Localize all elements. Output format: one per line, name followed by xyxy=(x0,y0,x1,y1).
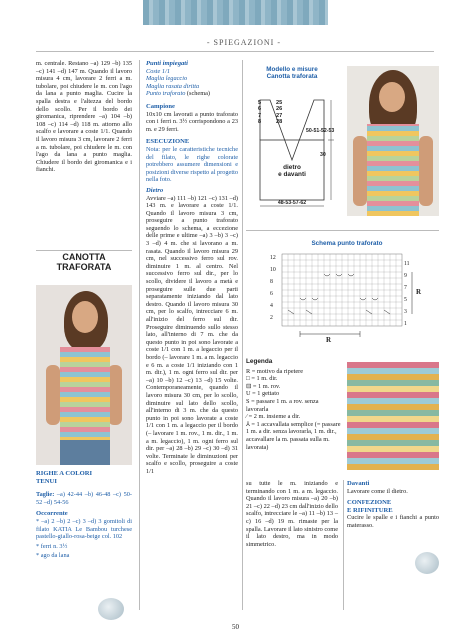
dietro-text: Avviare –a) 111 –b) 121 –c) 131 –d) 143 m. e lavorare a coste 1/1. Quando il lavoro misura 3 cm, proseguire a punto traforato seguendo lo schema, a eccezione delle prime e ultime –a) 3 –b) 3 –c) 3 –d) 4 m. che si lavorano a m. rasata. Quando il lavoro misura 29 cm, nel successivo ferro sul rov. diminuire 1 m. al centro. Nel successivo ferro sul dir., per lo scollo, dividere il lavoro a metà e proseguire sulle due parti separatamente iniziando dal lato destro. Quando il lavoro misura 30 cm, per lo scalfo, intrecciare 6 m. all'inizio del ferro sul dir. Proseguire diminuendo sullo stesso lato, all'interno di 7 m. che da questo punto in poi sono lavorate a coste 1/1 con 1 m. a legaccio per il bordo (– lavorare 1 m. a m. legaccio e 6 m. a coste 1/1 iniziando con 1 m. dir.), 1 m. ogni ferro sul dir. per –a) 10 –b) 12 –c) 13 –d) 15 volte. Contemporaneamente, quando il lavoro misura 30 cm, per lo scollo, diminuire sul lato dello scollo, all'interno di 3 m. che da questo punto in poi sono lavorate a coste 1/1 con 1 m. a legaccio per il bordo (– lavorare 1 m. rov., 1 m. dir., 1 m. a m. legaccio), 1 m. ogni ferro sul dir. per –a) 28 –b) 29 –c) 30 –d) 31 volte. Terminate le diminuzioni per scalfo e scollo, proseguire a coste 1/1 xyxy=(146,194,238,475)
chart-repeat-bottom: R xyxy=(326,336,332,344)
confezione-title-1: CONFEZIONE xyxy=(347,499,392,507)
stitch-chart xyxy=(262,252,432,349)
title-line-2: TRAFORATA xyxy=(56,262,112,272)
caption-line-2: TENUI xyxy=(36,477,57,485)
punti-title: Punti impiegati xyxy=(146,60,188,67)
divider xyxy=(246,230,439,231)
chart-title: Schema punto traforato xyxy=(311,240,383,247)
legend-item: ⅄ = 1 accavallata semplice (= passare 1 m. a dir. senza lavorarla, 1 m. dir., accavallare la m. passata sulla m. lavorata) xyxy=(246,420,341,451)
diagram-side-measure: 50-51-52-53 xyxy=(306,128,335,134)
legend xyxy=(246,358,341,451)
occorrente-2: * ferri n. 3½ xyxy=(36,542,68,550)
punti-2: Maglia legaccio xyxy=(146,75,188,83)
punti-4: Punto traforato (schema) xyxy=(146,90,211,98)
chart-repeat-side: R xyxy=(416,288,422,296)
diagram-label: dietro e davanti xyxy=(278,164,306,179)
stitch-swatch-photo xyxy=(347,362,439,470)
legend-item: S = passare 1 m. a rov. senza lavorarla xyxy=(246,397,319,413)
top-photo-strip xyxy=(143,0,328,25)
title-line-1: CANOTTA xyxy=(62,252,106,262)
diagram-title-1: Modello e misure xyxy=(266,66,318,73)
model-photo-right xyxy=(347,66,439,216)
divider xyxy=(36,250,132,251)
punti-1: Coste 1/1 xyxy=(146,67,170,75)
diagram-bottom-measure: 48-53-57-62 xyxy=(277,200,307,206)
legend-item: U = 1 gettato xyxy=(246,390,280,398)
occorrente-1: * –a) 2 –b) 2 –c) 3 –d) 3 gomitoli di filato KATIA Le Bambou turchese pastello-giallo-rosa-beige col. 102 xyxy=(36,517,132,541)
intro-text: m. centrale. Restano –a) 129 –b) 135 –c) 141 –d) 147 m. Quando il lavoro misura 4 cm, lavorare 2 ferri a m. tubolare, poi chiudere le m. con l'ago da lana a punto maglia. Cucire la spalla destra e l'altezza del bordo dello scollo. Per il bordo dei giromanica, riprendere –a) 104 –b) 108 –c) 114 –d) 118 m. attorno allo scalfo e lavorare a coste 1/1. Quando il lavoro misura 3 cm, lavorare 2 ferri a m. tubolare, poi chiudere le m. con l'ago da lana a punto maglia. Chiudere il bordo dei giromanica e i fianchi. xyxy=(36,60,132,174)
legend-item: ⊟ = 1 m. rov. xyxy=(246,382,281,390)
confezione-title-2: E RIFINITURE xyxy=(347,506,393,514)
column-3 xyxy=(246,480,338,550)
model-photo-left xyxy=(36,285,132,465)
yarn-ball-icon xyxy=(415,552,439,574)
column-4 xyxy=(347,480,439,532)
davanti-title: Davanti xyxy=(347,480,370,487)
diagram-left-nums: 5 6 7 8 xyxy=(258,100,262,126)
pattern-title xyxy=(36,252,132,272)
section-header: - SPIEGAZIONI - xyxy=(206,38,281,47)
column-divider xyxy=(139,60,140,610)
legend-item: □ = 1 m. dir. xyxy=(246,375,278,383)
occorrente-3: * ago da lana xyxy=(36,552,70,560)
diagram-mid-measure: 30 xyxy=(320,152,326,158)
legend-item: ⁄ = 2 m. insieme a dir. xyxy=(246,413,301,421)
punti-3: Maglia rasata diritta xyxy=(146,82,200,90)
caption-block xyxy=(36,470,132,562)
chart-right-rows: 11 9 7 5 3 1 xyxy=(404,261,410,327)
campione-title: Campione xyxy=(146,102,175,110)
diagram-title-2: Canotta traforata xyxy=(266,73,318,80)
confezione-text: Cucire le spalle e i fianchi a punto materasso. xyxy=(347,514,439,529)
legend-title: Legenda xyxy=(246,358,273,365)
column-1 xyxy=(36,60,132,176)
sizes: Taglie: –a) 42-44 –b) 46-48 –c) 50-52 –d) 54-56 xyxy=(36,491,132,506)
column-divider xyxy=(242,60,243,610)
col3-text: su tutte le m. iniziando e terminando con 1 m. a m. legaccio. Quando il lavoro misura –a) 20 –b) 21 –c) 22 –d) 23 cm dall'inizio dello scalfo, intrecciare le –a) 11 –b) 13 –c) 16 –d) 19 m. rimaste per la spalla. Lavorare il lato sinistro come il lato destro, ma in modo simmetrico. xyxy=(246,480,338,548)
campione-text: 10x10 cm lavorati a punto traforato con i ferri n. 3½ corrispondono a 23 m. e 29 ferri. xyxy=(146,110,238,133)
diagram-right-nums: 25 26 27 28 xyxy=(276,100,283,126)
column-2 xyxy=(146,60,238,477)
column-divider xyxy=(343,480,344,610)
davanti-text: Lavorare come il dietro. xyxy=(347,487,408,495)
esecuzione-text: Nota: per le caratteristiche tecniche del filato, le righe colorate potrebbero assumere dimensioni e posizioni diverse rispetto al progetto nella foto. xyxy=(146,145,238,184)
yarn-ball-icon xyxy=(98,598,124,620)
measurement-diagram xyxy=(246,66,338,216)
esecuzione-title: ESECUZIONE xyxy=(146,138,190,146)
caption-line-1: RIGHE A COLORI xyxy=(36,470,93,477)
header-rule xyxy=(36,51,434,52)
dietro-title: Dietro xyxy=(146,186,164,194)
occorrente-title: Occorrente xyxy=(36,510,68,518)
chart-left-rows: 12 10 8 6 4 2 xyxy=(270,255,276,321)
page-number: 50 xyxy=(232,623,239,631)
legend-item: R = motivo da ripetere xyxy=(246,367,304,375)
